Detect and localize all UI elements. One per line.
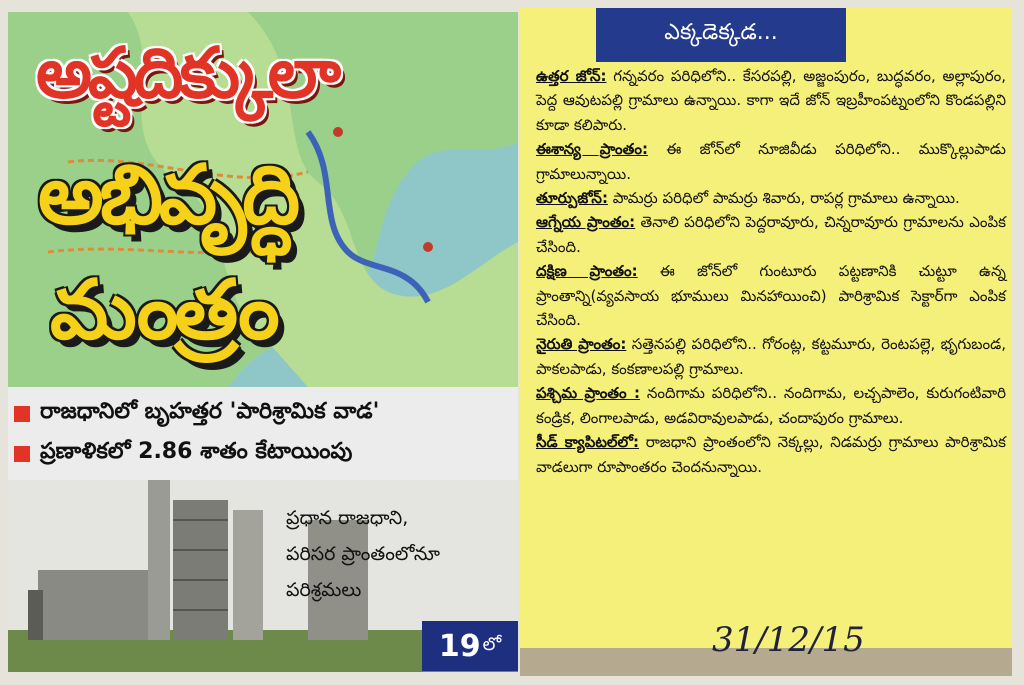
- headline-line-3: మంత్రం: [50, 263, 276, 358]
- zone-label: దక్షిణ ప్రాంతం:: [536, 262, 638, 281]
- zone-label: పశ్చిమ ప్రాంతం :: [536, 384, 640, 403]
- zone-label: ఉత్తర జోన్:: [536, 67, 607, 85]
- bullet-square-icon: [14, 446, 30, 462]
- zone-item: [536, 332, 1006, 381]
- caption-line: పరిసర ప్రాంతంలోనూ: [286, 543, 440, 565]
- handwritten-date: 31/12/15: [712, 620, 865, 660]
- caption-line: ప్రధాన రాజధాని,: [286, 507, 409, 529]
- page-suffix: లో: [482, 633, 502, 655]
- zone-list: [536, 64, 1006, 479]
- page-reference-badge: [422, 621, 518, 671]
- subheadline-text: రాజధానిలో బృహత్తర 'పారిశ్రామిక వాడ': [40, 399, 380, 424]
- zone-item: [536, 64, 1006, 137]
- headline-line-2: అభివృద్ధి: [38, 148, 297, 243]
- zone-text: తెనాలి పరిధిలోని పెద్దరావూరు, చిన్నరావూరు గ్రామాలను ఎంపిక చేసింది.: [536, 213, 1007, 256]
- headline: [8, 12, 518, 387]
- zone-text: గన్నవరం పరిధిలోని.. కేసరపల్లి, అజ్జంపురం, బుద్ధవరం, అల్లాపురం, పెద్ద ఆవుటపల్లి గ్రామాలు ఉన్నాయి. కాగా ఇదే జోన్ ఇబ్రహీంపట్నంలోని కొండపల్లిని కూడా కలిపారు.: [536, 67, 1006, 134]
- bullet-square-icon: [14, 406, 30, 422]
- page-number: 19: [438, 628, 481, 664]
- zone-item: [536, 137, 1006, 186]
- subheadline-item: [8, 394, 518, 434]
- zone-text: ఈ జోన్‌లో గుంటూరు పట్టణానికి చుట్టూ ఉన్న ప్రాంతాన్ని(వ్యవసాయ భూములు మినహాయించి) పారిశ్రామిక సెక్టార్‌గా ఎంపిక చేసింది.: [536, 262, 1006, 330]
- zone-text: నందిగామ పరిధిలోని.. నందిగామ, లచ్చపాలెం, కురుగంటివారి కండ్రిక, లింగాలపాడు, అడవిరావులపాడు, చందాపురం గ్రామాలు.: [536, 384, 1006, 427]
- subheadline-text: ప్రణాళికలో 2.86 శాతం కేటాయింపు: [40, 439, 353, 464]
- zone-item: [536, 259, 1006, 332]
- caption-line: పరిశ్రమలు: [286, 579, 362, 601]
- zone-label: ఈశాన్య ప్రాంతం:: [536, 140, 648, 159]
- zone-label: ఆగ్నేయ ప్రాంతం:: [536, 213, 636, 232]
- headline-line-1: అష్టదిక్కులా: [36, 32, 338, 114]
- zone-item: [536, 430, 1006, 479]
- zone-item: [536, 381, 1006, 430]
- zone-text: సత్తెనపల్లి పరిధిలోని.. గోరంట్ల, కట్టమూరు, రెంటపల్లె, భృగుబండ, పాకలపాడు, కంకణాలపల్లి గ్రామాలు.: [536, 335, 1006, 378]
- zone-label: సీడ్ క్యాపిటల్‌లో:: [536, 433, 639, 452]
- zone-item: [536, 210, 1006, 259]
- subheadline-list: [8, 394, 518, 474]
- zone-item: [536, 186, 1006, 210]
- photo-caption: [286, 500, 506, 608]
- zone-text: ఈ జోన్‌లో నూజివీడు పరిధిలోని.. ముక్కొల్లుపాడు గ్రామాలున్నాయి.: [536, 140, 1006, 183]
- sidebar-title: ఎక్కడెక్కడ...: [596, 8, 846, 62]
- zone-label: నైరుతి ప్రాంతం:: [536, 335, 627, 354]
- zone-text: పామర్రు పరిధిలో పామర్రు శివారు, రాపర్ల గ్రామాలు ఉన్నాయి.: [607, 189, 960, 208]
- subheadline-item: [8, 434, 518, 474]
- zone-label: తూర్పుజోన్:: [536, 189, 608, 208]
- zone-text: రాజధాని ప్రాంతంలోని నెక్కల్లు, నిడమర్రు గ్రామాలు పారిశ్రామిక వాడలుగా రూపాంతరం చెందనున్నాయి.: [536, 433, 1007, 476]
- left-column: [8, 12, 518, 672]
